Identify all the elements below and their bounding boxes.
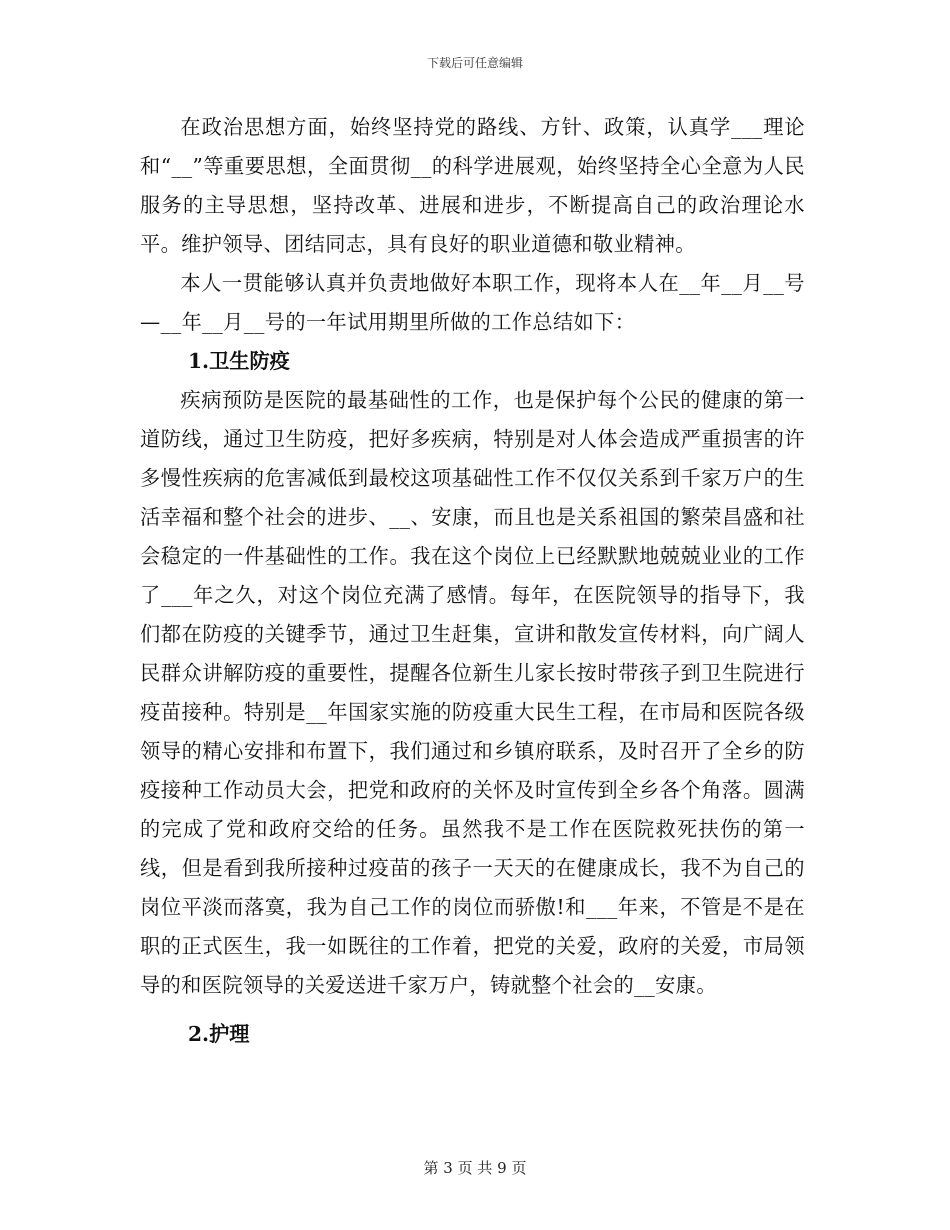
paragraph-work-summary-intro: 本人一贯能够认真并负责地做好本职工作，现将本人在__年__月__号—__年__月__号的一年试用期里所做的工作总结如下： — [140, 271, 805, 334]
page-header-note: 下载后可任意编辑 — [426, 56, 523, 70]
paragraph-political-thought: 在政治思想方面，始终坚持党的路线、方针、政策，认真学___理论和“__”等重要思想，全面贯彻__的科学进展观，始终坚持全心全意为人民服务的主导思想，坚持改革、进展和进步，不断提高自己的政治理论水平。维护领导、团结同志，具有良好的职业道德和敬业精神。 — [140, 115, 805, 256]
document-body — [140, 108, 805, 1054]
page-number: 第 3 页 共 9 页 — [423, 1159, 527, 1177]
section-heading-nursing: 2.护理 — [188, 1022, 250, 1046]
section-heading-epidemic-prevention: 1.卫生防疫 — [188, 349, 290, 373]
paragraph-epidemic-prevention: 疾病预防是医院的最基础性的工作，也是保护每个公民的健康的第一道防线，通过卫生防疫，把好多疾病，特别是对人体会造成严重损害的许多慢性疾病的危害减低到最校这项基础性工作不仅仅关系到千家万户的生活幸福和整个社会的进步、__、安康，而且也是关系祖国的繁荣昌盛和社会稳定的一件基础性的工作。我在这个岗位上已经默默地兢兢业业的工作了___年之久，对这个岗位充满了感情。每年，在医院领导的指导下，我们都在防疫的关键季节，通过卫生赶集，宣讲和散发宣传材料，向广阔人民群众讲解防疫的重要性，提醒各位新生儿家长按时带孩子到卫生院进行疫苗接种。特别是__年国家实施的防疫重大民生工程，在市局和医院各级领导的精心安排和布置下，我们通过和乡镇府联系，及时召开了全乡的防疫接种工作动员大会，把党和政府的关怀及时宣传到全乡各个角落。圆满的完成了党和政府交给的任务。虽然我不是工作在医院救死扶伤的第一线，但是看到我所接种过疫苗的孩子一天天的在健康成长，我不为自己的岗位平淡而落寞，我为自己工作的岗位而骄傲!和___年来，不管是不是在职的正式医生，我一如既往的工作着，把党的关爱，政府的关爱，市局领导的和医院领导的关爱送进千家万户，铸就整个社会的__安康。 — [140, 388, 805, 997]
